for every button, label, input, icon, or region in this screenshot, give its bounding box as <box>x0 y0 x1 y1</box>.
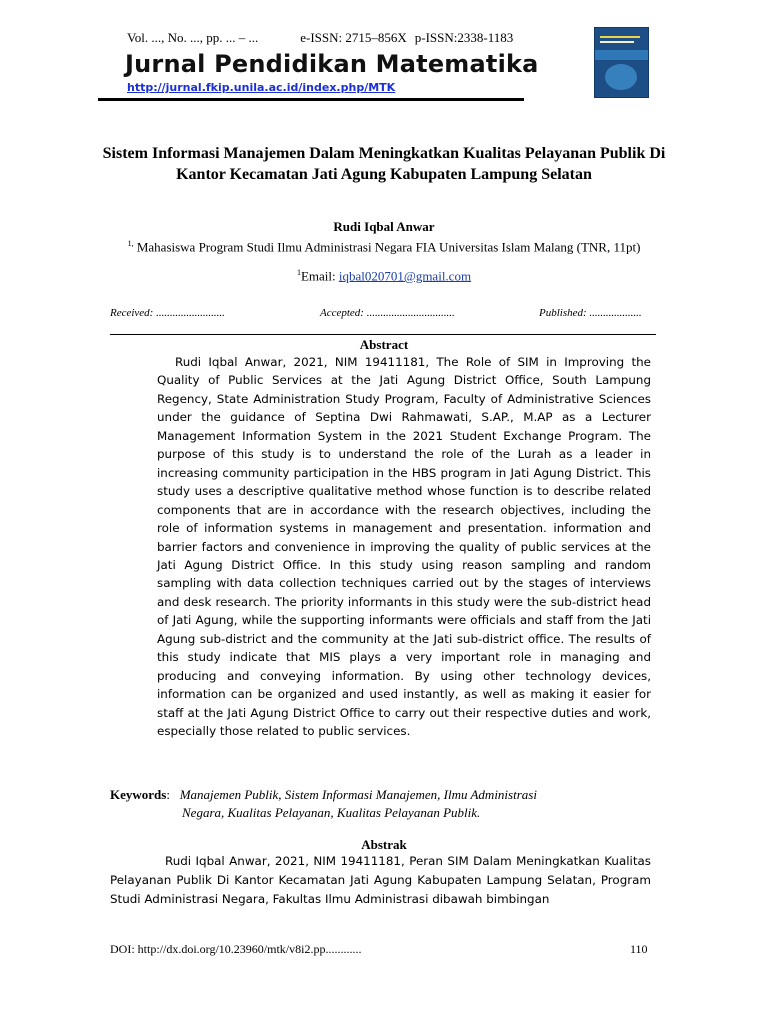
cover-title-stripe <box>600 36 640 38</box>
cover-subtitle-stripe <box>600 41 634 43</box>
abstrak-body: Rudi Iqbal Anwar, 2021, NIM 19411181, Peran SIM Dalam Meningkatkan Kualitas Pelayanan Publik Di Kantor Kecamatan Jati Agung Kabupaten Lampung Selatan, Program Studi Administrasi Negara, Fakultas Ilmu Administrasi dibawah bimbingan <box>110 854 651 906</box>
author-email-line <box>0 268 768 284</box>
page-number: 110 <box>630 942 648 956</box>
article-title: Sistem Informasi Manajemen Dalam Meningkatkan Kualitas Pelayanan Publik Di Kantor Kecamatan Jati Agung Kabupaten Lampung Selatan <box>102 145 666 183</box>
journal-url-link[interactable]: http://jurnal.fkip.unila.ac.id/index.php/MTK <box>127 81 396 94</box>
accepted-date: Accepted: ................................ <box>320 307 455 319</box>
journal-cover-thumbnail <box>594 27 649 98</box>
cover-band <box>595 50 648 60</box>
journal-meta-line <box>127 30 513 46</box>
dates-divider <box>110 334 656 335</box>
journal-title: Jurnal Pendidikan Matematika <box>125 50 539 78</box>
eissn: e-ISSN: 2715–856X <box>300 30 407 45</box>
keywords-colon: : <box>166 787 170 802</box>
affiliation-text: Mahasiswa Program Studi Ilmu Administrasi Negara FIA Universitas Islam Malang (TNR, 11pt) <box>136 239 641 255</box>
received-date: Received: ......................... <box>110 307 225 319</box>
abstract-heading: Abstract <box>359 337 409 352</box>
pissn: p-ISSN:2338-1183 <box>414 30 514 45</box>
affiliation-marker: 1, <box>127 239 134 248</box>
header-divider <box>98 98 524 101</box>
keywords-line-2: Negara, Kualitas Pelayanan, Kualitas Pelayanan Publik. <box>182 805 481 820</box>
abstrak-heading: Abstrak <box>361 837 407 852</box>
volume-info: Vol. ..., No. ..., pp. ... – ... <box>127 30 259 45</box>
abstract-body: Rudi Iqbal Anwar, 2021, NIM 19411181, The Role of SIM in Improving the Quality of Public Services at the Jati Agung District Office, South Lampung Regency, State Administration Study Program, Faculty of Administrative Sciences under the guidance of Septina Dwi Rahmawati, S.AP., M.AP as a Lecturer Management Information System in the 2021 Student Exchange Program. The purpose of this study is to understand the role of the Lurah as a leader in increasing community participation in the HBS program in Jati Agung District. This study uses a descriptive qualitative method whose function is to describe related components that are in accordance with the research objectives, including the role of information systems in management and presentation. information and barrier factors and convenience in improving the quality of public services at the Jati Agung District Office. In this study using reason sampling and random sampling with data collection techniques carried out by the stages of interviews and desk research. The priority informants in this study were the sub-district head of Jati Agung, while the supporting informants were officials and staff from the Jati Agung sub-district and the community at the Jati sub-district office. The results of this study indicate that MIS plays a very important role in managing and producing and conveying information. By using other technology devices, information can be organized and used instantly, as well as making it easier for staff at the Jati Agung District Office to carry out their respective duties and work, especially those related to public services. <box>157 355 651 739</box>
doi-line: DOI: http://dx.doi.org/10.23960/mtk/v8i2.pp............ <box>110 942 362 956</box>
email-marker: 1 <box>296 268 301 277</box>
published-date: Published: ................... <box>539 307 642 319</box>
author-affiliation <box>118 236 650 255</box>
cover-graphic <box>605 64 637 90</box>
keywords-block <box>110 786 656 822</box>
author-name: Rudi Iqbal Anwar <box>333 219 435 234</box>
email-link[interactable]: iqbal020701@gmail.com <box>338 268 472 284</box>
email-label: Email: <box>300 268 339 284</box>
keywords-line-1: Manajemen Publik, Sistem Informasi Manajemen, Ilmu Administrasi <box>179 787 537 802</box>
keywords-label: Keywords <box>110 787 167 802</box>
